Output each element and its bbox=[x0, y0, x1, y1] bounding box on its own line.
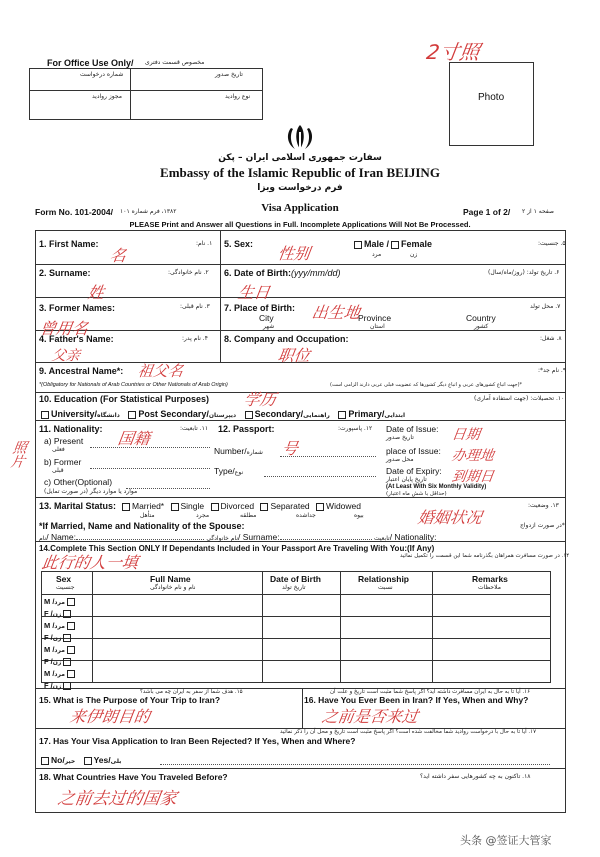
sex-rows bbox=[44, 596, 77, 692]
company-fa: ۸. شغل: bbox=[540, 335, 562, 342]
dep-m-checkbox[interactable] bbox=[67, 622, 75, 630]
table-row: M /مرد bbox=[44, 668, 77, 680]
issue-date-label: Date of Issue: bbox=[386, 424, 439, 434]
nationality-label: 11. Nationality: bbox=[39, 424, 103, 434]
rejected-no-checkbox[interactable] bbox=[41, 757, 49, 765]
watermark: 头条 @签证大管家 bbox=[460, 834, 552, 847]
table-row: F /زن bbox=[44, 680, 77, 692]
col-relationship: Relationship bbox=[358, 574, 410, 584]
sex-fa: ۵. جنسيت: bbox=[538, 240, 566, 247]
expiry-label: Date of Expiry: bbox=[386, 466, 442, 476]
dependants-fa: ۱۴. در صورت مسافرت همراهان بگذرنامه شما این قسمت را تکمیل نمائید bbox=[400, 553, 570, 559]
nationality-fa: ۱۱. تابعيت: bbox=[180, 425, 209, 432]
expiry-fa: تاريخ پايان اعتبار bbox=[386, 476, 427, 483]
hw-former: 曾用名 bbox=[38, 319, 90, 338]
passport-fa: ۱۲. پاسپورت: bbox=[338, 425, 373, 432]
instruction: PLEASE Print and Answer all Questions in Full. Incomplete Applications Will Not Be Processed. bbox=[129, 220, 471, 229]
validity-note-fa: (حداقل با شش ماه اعتبار) bbox=[386, 491, 447, 497]
rejected-yes-checkbox[interactable] bbox=[84, 757, 92, 765]
hw-company: 职位 bbox=[276, 346, 312, 365]
dep-f-checkbox[interactable] bbox=[63, 682, 71, 690]
former-nat-fa: قبلی bbox=[52, 467, 64, 474]
first-name-label: 1. First Name: bbox=[39, 239, 99, 249]
passport-label: 12. Passport: bbox=[218, 424, 275, 434]
office-hline bbox=[29, 90, 263, 91]
married-checkbox[interactable] bbox=[122, 503, 130, 511]
single-fa: مجرد bbox=[196, 512, 210, 519]
dep-m-checkbox[interactable] bbox=[67, 646, 75, 654]
city-label: City bbox=[259, 313, 274, 323]
spouse-fa: *در صورت ازدواج bbox=[520, 522, 565, 529]
col-dob: Date of Birth bbox=[270, 574, 321, 584]
photo-label: Photo bbox=[478, 92, 505, 103]
col-full-name-fa: نام و نام خانوادگی bbox=[150, 584, 196, 591]
col-full-name: Full Name bbox=[150, 574, 191, 584]
iran-emblem-icon bbox=[283, 122, 317, 152]
header-title-en: Embassy of the Islamic Republic of Iran BEIJING bbox=[160, 165, 440, 180]
col-remarks: Remarks bbox=[472, 574, 508, 584]
dep-f-checkbox[interactable] bbox=[63, 610, 71, 618]
father-name-fa: ۴. نام پدر: bbox=[182, 335, 208, 342]
hw-ancestral: 祖父名 bbox=[136, 362, 185, 380]
widowed-fa: بيوه bbox=[354, 512, 364, 519]
purpose-label: 15. What is The Purpose of Your Trip to Iran? bbox=[39, 695, 221, 705]
validity-note: (At Least With Six Monthly Validity) bbox=[386, 484, 487, 490]
former-nat-label: b) Former bbox=[44, 457, 82, 467]
hw-passport-no: 号 bbox=[280, 439, 300, 458]
hw-expiry: 到期日 bbox=[450, 469, 495, 485]
countries-label: 18. What Countries Have You Traveled Before? bbox=[39, 772, 228, 782]
table-row: M /مرد bbox=[44, 596, 77, 608]
hw-pob: 出生地 bbox=[310, 303, 362, 322]
hw-dependants: 此行的人一填 bbox=[40, 553, 140, 572]
university-checkbox[interactable] bbox=[41, 411, 49, 419]
education-fa: ۱۰. تحصیلات: (جهت استفاده آماری) bbox=[474, 395, 565, 402]
female-fa: زن bbox=[410, 251, 418, 258]
pob-label: 7. Place of Birth: bbox=[224, 303, 296, 313]
sex-options: Male / Female bbox=[352, 239, 432, 249]
country-label: Country bbox=[466, 313, 496, 323]
province-label: Province bbox=[358, 313, 392, 323]
present-nat-fa: فعلی bbox=[52, 446, 65, 453]
office-cell4: نوع رواديد bbox=[225, 93, 251, 100]
col-dob-fa: تاريخ تولد bbox=[282, 584, 306, 591]
spouse-fields: نام/ Name: نام خانوادگی/ Surname: تابعيت/ Nationality: bbox=[39, 532, 437, 542]
countries-fa: ۱۸. تاکنون به چه کشورهایی سفر داشته اید؟ bbox=[420, 773, 531, 780]
hw-surname: 姓 bbox=[86, 283, 106, 302]
hw-issue-place: 办理地 bbox=[450, 448, 495, 464]
dep-m-checkbox[interactable] bbox=[67, 598, 75, 606]
been-fa: ۱۶. آیا تا به حال به ایران مسافرت داشته اید؟ اگر پاسخ شما مثبت است تاریخ و علت آن bbox=[330, 689, 531, 695]
hw-father: 父亲 bbox=[50, 348, 81, 364]
former-names-fa: ۳. نام قبلی: bbox=[180, 303, 210, 310]
spouse-label: *If Married, Name and Nationality of the Spouse: bbox=[39, 521, 245, 531]
page-number: Page 1 of 2/ bbox=[463, 207, 511, 217]
rejected-fa: ۱۷. آیا تا به حال با درخواست رواديد شما مخالفت شده است؟ اگر پاسخ مثبت است تاریخ و محل آن را ذکر نمائید bbox=[280, 729, 537, 735]
header-subtitle-en: Visa Application bbox=[261, 202, 339, 214]
rejected-options: No/خير Yes/بلی bbox=[39, 755, 121, 765]
separated-checkbox[interactable] bbox=[260, 503, 268, 511]
table-row: F /زن bbox=[44, 632, 77, 644]
dependants-label: 14.Complete This Section ONLY If Dependants Included in Your Passport Are Traveling With You:(If Any) bbox=[39, 544, 435, 553]
col-relationship-fa: نسبت bbox=[378, 584, 393, 591]
male-checkbox[interactable] bbox=[354, 241, 362, 249]
city-fa: شهر bbox=[263, 323, 275, 330]
company-label: 8. Company and Occupation: bbox=[224, 334, 349, 344]
office-title: For Office Use Only/ bbox=[47, 58, 134, 68]
hw-marital: 婚姻状况 bbox=[416, 508, 484, 527]
primary-checkbox[interactable] bbox=[338, 411, 346, 419]
dob-fa: ۶. تاريخ تولد: (روز/ماه/سال) bbox=[488, 269, 560, 276]
dep-f-checkbox[interactable] bbox=[63, 658, 71, 666]
issue-place-fa: محل صدور bbox=[386, 456, 414, 463]
education-label: 10. Education (For Statistical Purposes) bbox=[39, 394, 210, 404]
header-title-fa: سفارت جمهوری اسلامی ایران – پکن bbox=[218, 153, 382, 163]
issue-place-label: place of Issue: bbox=[386, 446, 441, 456]
male-fa: مرد bbox=[372, 251, 382, 258]
hw-sex: 性别 bbox=[276, 244, 312, 263]
ancestral-note: *(Obligatory for Nationals of Arab Countries or Other Nationals of Arab Origin) bbox=[39, 382, 228, 388]
office-title-fa: مخصوص قسمت دفتری bbox=[145, 59, 205, 66]
table-row: F /زن bbox=[44, 608, 77, 620]
education-options: University/دانشگاه Post Secondary/ديپرستان Secondary/راهنمایی Primary/ابتدایی bbox=[39, 409, 405, 419]
separated-fa: جداشده bbox=[296, 512, 316, 519]
purpose-fa: ۱۵. هدف شما از سفر به ایران چه می باشد؟ bbox=[140, 689, 243, 695]
hw-education: 学历 bbox=[242, 390, 278, 409]
divorced-fa: مطلقه bbox=[240, 512, 257, 519]
hw-countries: 之前去过的国家 bbox=[56, 789, 179, 809]
passport-type-label: Type/نوع bbox=[214, 466, 244, 476]
surname-fa: ۲. نام خانوادگی: bbox=[168, 269, 209, 276]
post-secondary-checkbox[interactable] bbox=[128, 411, 136, 419]
ancestral-fa: ۹. نام جد*: bbox=[538, 367, 567, 374]
issue-date-fa: تاريخ صدور bbox=[386, 434, 414, 441]
passport-number-label: Number/شماره bbox=[214, 446, 263, 456]
hw-been: 之前是否来过 bbox=[320, 707, 420, 726]
header-subtitle-fa: فرم درخواست ويزا bbox=[257, 183, 343, 193]
col-remarks-fa: ملاحظات bbox=[478, 584, 501, 591]
sex-label: 5. Sex: bbox=[224, 239, 254, 249]
been-label: 16. Have You Ever Been in Iran? If Yes, When and Why? bbox=[304, 695, 529, 705]
pob-fa: ۷. محل تولد bbox=[530, 303, 561, 310]
dep-m-checkbox[interactable] bbox=[67, 670, 75, 678]
hw-issue-date: 日期 bbox=[450, 427, 481, 443]
marital-options: Married* Single Divorced Separated Widowed bbox=[120, 501, 361, 511]
hw-nationality: 国籍 bbox=[116, 429, 152, 448]
table-row: F /زن bbox=[44, 656, 77, 668]
country-fa: کشور bbox=[474, 323, 489, 330]
table-row: M /مرد bbox=[44, 644, 77, 656]
office-divider bbox=[130, 68, 131, 120]
present-nat-label: a) Present bbox=[44, 436, 84, 446]
father-name-label: 4. Father's Name: bbox=[39, 334, 114, 344]
office-cell3: مجوز رواديد bbox=[92, 93, 122, 100]
col-sex-fa: جنسيت bbox=[56, 584, 75, 591]
surname-label: 2. Surname: bbox=[39, 268, 91, 278]
hw-photo-side: 照片 bbox=[8, 440, 28, 468]
marital-label: 13. Marital Status: bbox=[39, 501, 117, 511]
table-row: M /مرد bbox=[44, 620, 77, 632]
hw-purpose: 来伊朗目的 bbox=[68, 707, 152, 726]
rejected-label: 17. Has Your Visa Application to Iran Been Rejected? If Yes, When and Where? bbox=[39, 736, 356, 746]
other-nat-fa: موارد يا موارد ديگر (در صورت تمايل) bbox=[44, 488, 138, 495]
divorced-checkbox[interactable] bbox=[211, 503, 219, 511]
widowed-checkbox[interactable] bbox=[316, 503, 324, 511]
photo-box[interactable] bbox=[449, 62, 534, 146]
ancestral-label: 9. Ancestral Name*: bbox=[39, 366, 124, 376]
married-fa: متأهل bbox=[140, 512, 155, 519]
form-no: Form No. 101-2004/ bbox=[35, 207, 113, 217]
female-checkbox[interactable] bbox=[391, 241, 399, 249]
secondary-checkbox[interactable] bbox=[245, 411, 253, 419]
hw-first-name: 名 bbox=[108, 246, 128, 265]
page-number-fa: صفحه ۱ از ۲ bbox=[522, 208, 554, 215]
form-no-fa: ۱۳۸۲، فرم شماره ۱۰۱ bbox=[120, 208, 177, 215]
col-sex: Sex bbox=[56, 574, 72, 584]
province-fa: استان bbox=[370, 323, 385, 330]
first-name-fa: ۱. نام: bbox=[196, 240, 213, 247]
ancestral-note-fa: *(جهت اتباع کشورهای عربی و اتباع دیگر کشورها که عضويت قبلی عربی دارند الزامی است) bbox=[330, 382, 523, 388]
other-nat-label: c) Other(Optional) bbox=[44, 477, 113, 487]
dob-label: 6. Date of Birth:(yyy/mm/dd) bbox=[224, 268, 341, 278]
hw-corner: 2寸照 bbox=[425, 40, 482, 64]
hw-dob: 生日 bbox=[236, 283, 272, 302]
dep-f-checkbox[interactable] bbox=[63, 634, 71, 642]
marital-fa: ۱۳. وضعيت: bbox=[528, 502, 559, 509]
office-cell2: تاریخ صدور bbox=[215, 71, 243, 78]
former-names-label: 3. Former Names: bbox=[39, 303, 116, 313]
single-checkbox[interactable] bbox=[171, 503, 179, 511]
office-cell1: شماره درخواست bbox=[80, 71, 124, 78]
